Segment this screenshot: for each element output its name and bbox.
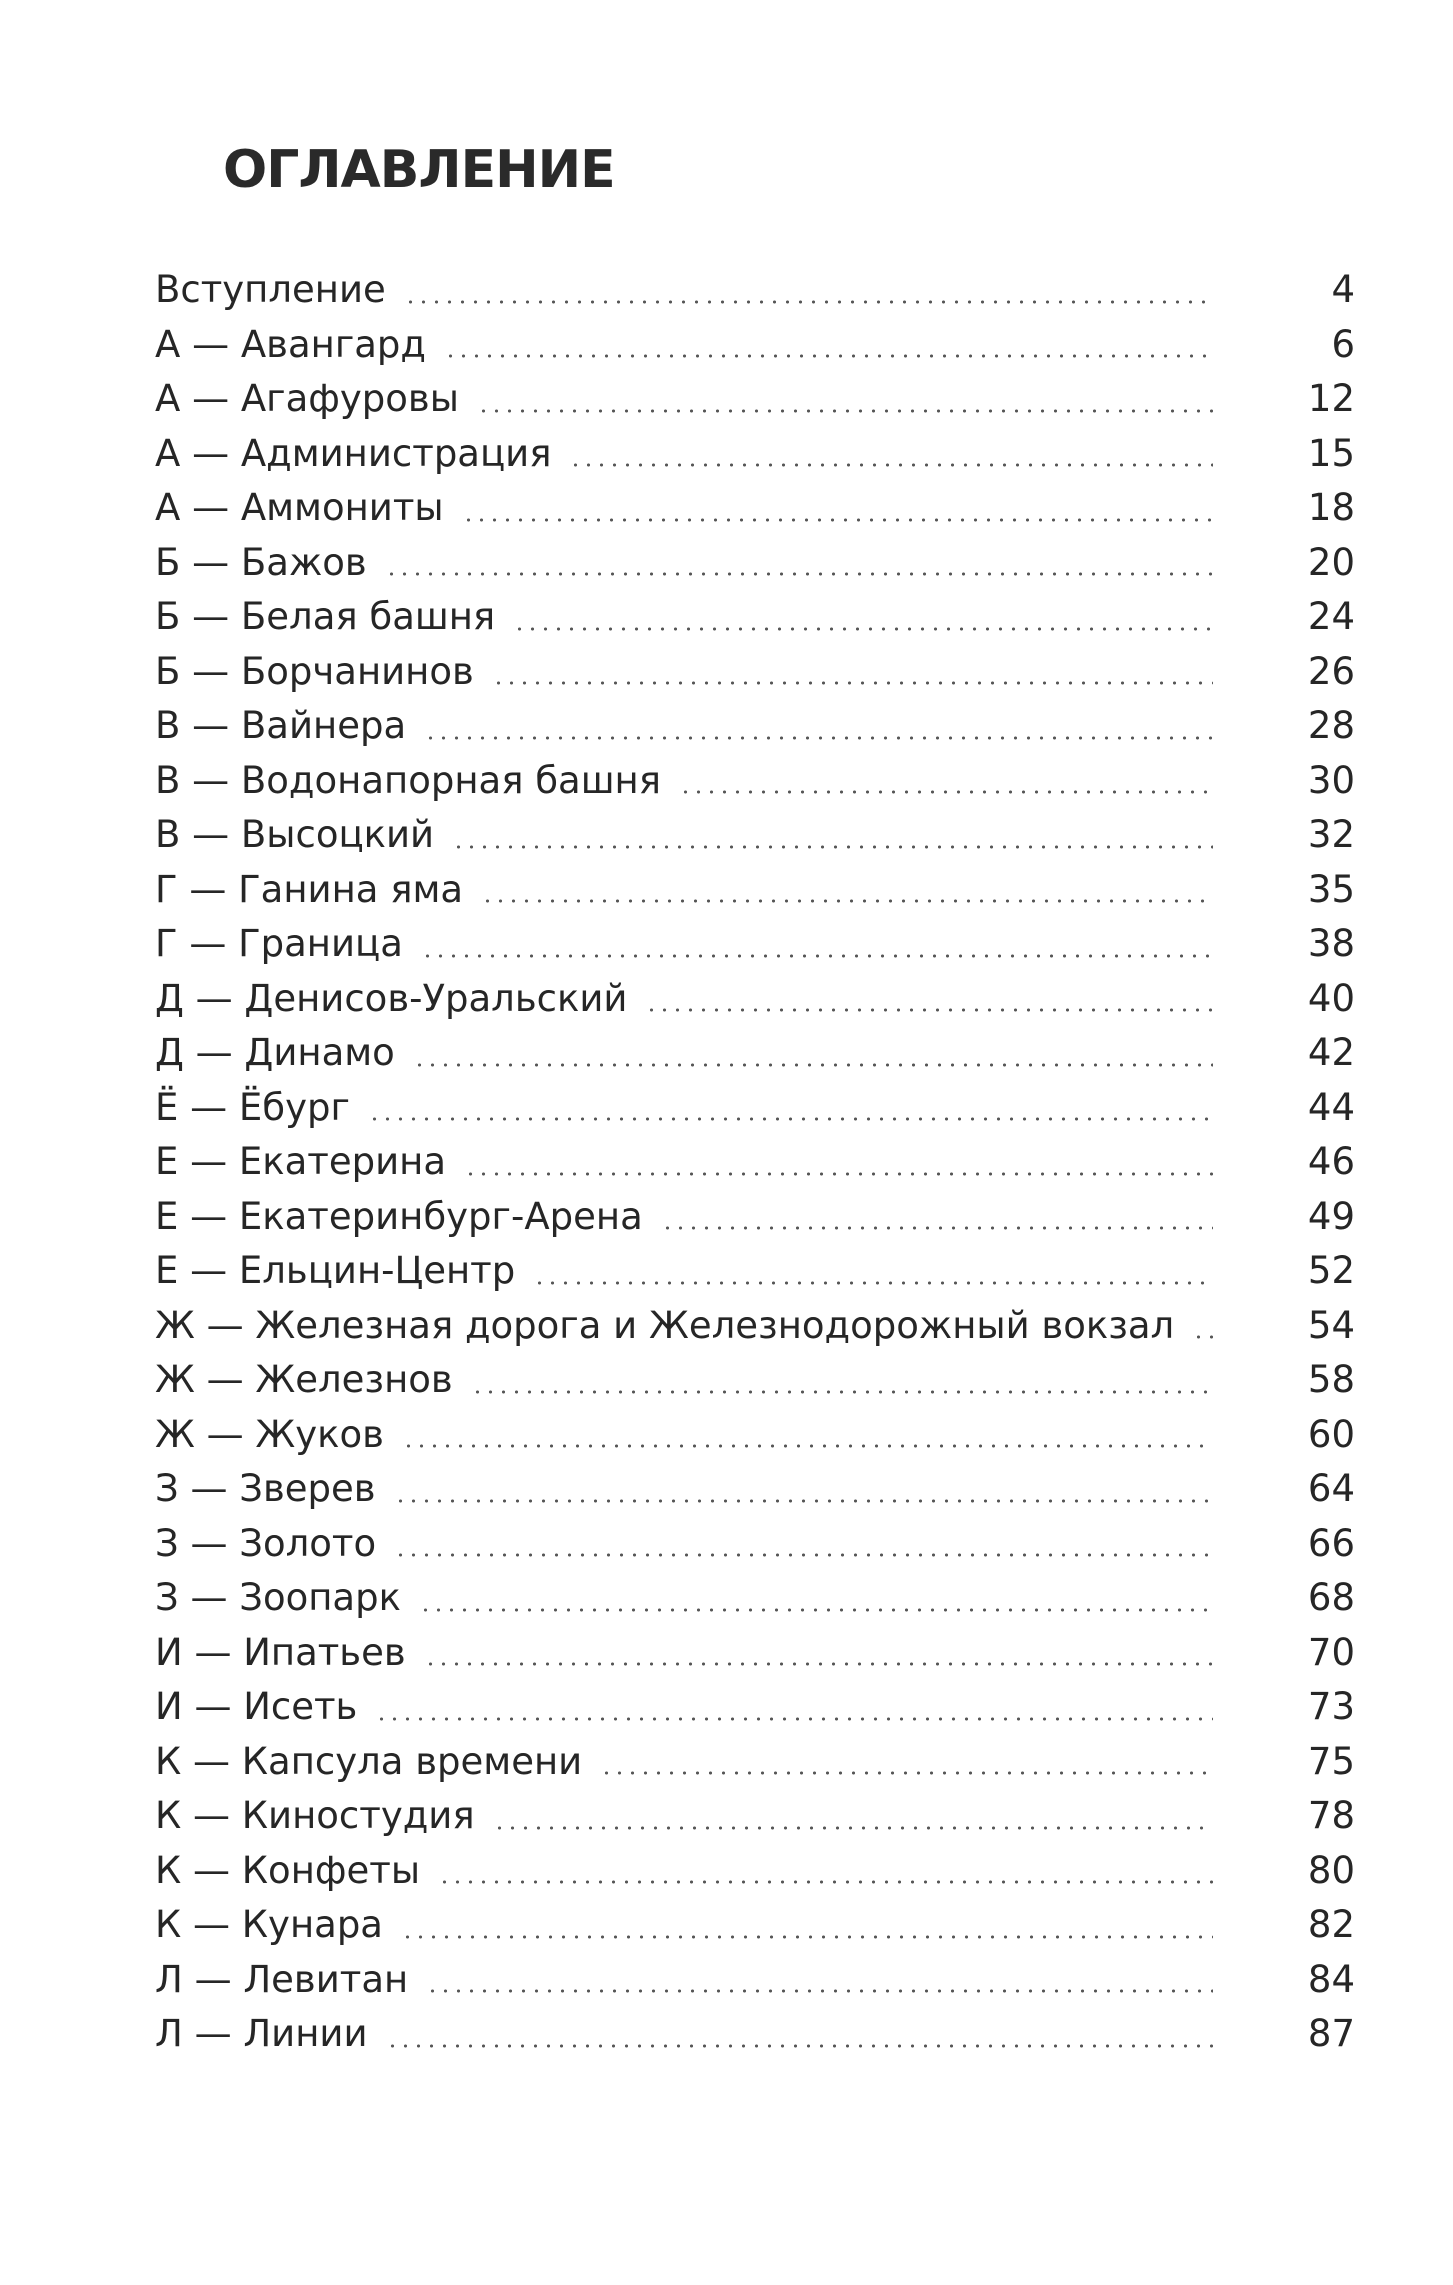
- dot-leader: [444, 354, 1213, 358]
- dot-leader: [645, 1008, 1213, 1012]
- toc-entry: [155, 1789, 1355, 1844]
- dot-leader: [426, 1989, 1213, 1993]
- toc-entry-label: А — Аммониты: [155, 486, 444, 529]
- toc-entry-label: В — Водонапорная башня: [155, 758, 662, 802]
- toc-entry: [155, 1081, 1355, 1136]
- dot-leader: [471, 1390, 1213, 1394]
- toc-entry-label: В — Вайнера: [155, 704, 407, 747]
- toc-entry-page: 38: [1307, 922, 1355, 965]
- toc-entry-label: Ж — Жуков: [155, 1412, 384, 1456]
- toc-entry: [155, 263, 1355, 318]
- toc-entry-page: 73: [1307, 1685, 1355, 1728]
- dot-leader: [404, 300, 1213, 304]
- toc-entry: [155, 590, 1355, 645]
- dot-leader: [481, 899, 1213, 903]
- dot-leader: [424, 1662, 1213, 1666]
- toc-entry-label: Е — Екатерина: [155, 1140, 447, 1183]
- toc-entry-page: 20: [1307, 540, 1355, 584]
- dot-leader: [375, 1717, 1213, 1721]
- toc-entry-label: К — Кунара: [155, 1903, 383, 1946]
- toc-entry: [155, 972, 1355, 1027]
- toc-entry: [155, 1517, 1355, 1572]
- dot-leader: [394, 1499, 1213, 1503]
- dot-leader: [464, 1172, 1213, 1176]
- dot-leader: [421, 954, 1213, 958]
- toc-entry-page: 84: [1307, 1957, 1355, 2001]
- toc-entry-page: 68: [1307, 1576, 1355, 1619]
- dot-leader: [600, 1771, 1213, 1775]
- toc-entry: [155, 1190, 1355, 1245]
- toc-entry: [155, 1680, 1355, 1735]
- toc-entry: [155, 699, 1355, 754]
- toc-entry-label: Ж — Железная дорога и Железнодорожный вокзал: [155, 1303, 1175, 1347]
- toc-entry: [155, 1953, 1355, 2008]
- dot-leader: [569, 463, 1213, 467]
- toc-entry: [155, 1299, 1355, 1354]
- toc-entry-label: Д — Динамо: [155, 1031, 395, 1074]
- toc-entry-label: А — Администрация: [155, 431, 552, 475]
- toc-entry-label: З — Зоопарк: [155, 1576, 401, 1619]
- toc-entry-label: А — Агафуровы: [155, 377, 459, 420]
- toc-entry-page: 40: [1307, 976, 1355, 1020]
- dot-leader: [477, 409, 1213, 413]
- toc-entry-label: Вступление: [155, 268, 386, 311]
- toc-entry: [155, 1571, 1355, 1626]
- toc-entry: [155, 754, 1355, 809]
- toc-entry: [155, 536, 1355, 591]
- dot-leader: [679, 790, 1213, 794]
- toc-entry-page: 35: [1307, 867, 1355, 911]
- toc-entry: [155, 1735, 1355, 1790]
- dot-leader: [386, 2044, 1214, 2048]
- toc-entry: [155, 372, 1355, 427]
- toc-entry-label: Г — Граница: [155, 922, 403, 965]
- toc-entry-label: З — Зверев: [155, 1467, 376, 1510]
- toc-entry: [155, 1244, 1355, 1299]
- dot-leader: [394, 1553, 1213, 1557]
- toc-entry-label: Ё — Ёбург: [155, 1085, 350, 1129]
- toc-entry-page: 66: [1307, 1521, 1355, 1565]
- toc-entry-label: Ж — Железнов: [155, 1358, 453, 1401]
- toc-entry-page: 87: [1307, 2012, 1355, 2055]
- toc-entry-label: Б — Белая башня: [155, 595, 496, 638]
- dot-leader: [492, 681, 1213, 685]
- dot-leader: [413, 1063, 1213, 1067]
- dot-leader: [533, 1281, 1213, 1285]
- toc-entry-page: 70: [1307, 1630, 1355, 1674]
- toc-entry-page: 54: [1307, 1303, 1355, 1347]
- dot-leader: [401, 1935, 1213, 1939]
- toc-entry-page: 49: [1307, 1194, 1355, 1238]
- dot-leader: [368, 1117, 1213, 1121]
- toc-entry-label: К — Капсула времени: [155, 1739, 583, 1783]
- toc-entry-label: А — Авангард: [155, 322, 426, 366]
- toc-entry-page: 6: [1331, 322, 1355, 366]
- toc-entry-page: 52: [1307, 1249, 1355, 1292]
- toc-entry-label: Д — Денисов-Уральский: [155, 976, 628, 1020]
- toc-entry-page: 42: [1307, 1031, 1355, 1074]
- toc-entry: [155, 1898, 1355, 1953]
- toc-entry-label: Л — Линии: [155, 2012, 368, 2055]
- dot-leader: [452, 845, 1213, 849]
- toc-entry-page: 75: [1307, 1739, 1355, 1783]
- toc-entry-label: Б — Бажов: [155, 540, 367, 584]
- toc-entry-page: 44: [1307, 1085, 1355, 1129]
- toc-entry-page: 18: [1307, 486, 1355, 529]
- toc-entry-label: Е — Екатеринбург-Арена: [155, 1194, 643, 1238]
- toc-entry: [155, 1844, 1355, 1899]
- toc-entry-label: К — Конфеты: [155, 1848, 421, 1892]
- toc-entry-page: 26: [1307, 649, 1355, 693]
- toc-entry-page: 64: [1307, 1467, 1355, 1510]
- toc-entry-label: И — Ипатьев: [155, 1630, 406, 1674]
- toc-entry-page: 32: [1307, 813, 1355, 856]
- toc-entry: [155, 1408, 1355, 1463]
- toc-entry-page: 58: [1307, 1358, 1355, 1401]
- toc-entry: [155, 2007, 1355, 2062]
- page-title: ОГЛАВЛЕНИЕ: [223, 140, 615, 200]
- toc-entry: [155, 1026, 1355, 1081]
- toc-entry-page: 30: [1307, 758, 1355, 802]
- table-of-contents: [155, 263, 1355, 2062]
- toc-entry-label: Л — Левитан: [155, 1957, 409, 2001]
- dot-leader: [493, 1826, 1213, 1830]
- toc-entry: [155, 808, 1355, 863]
- dot-leader: [419, 1608, 1213, 1612]
- dot-leader: [1192, 1335, 1213, 1339]
- toc-entry: [155, 1135, 1355, 1190]
- toc-entry-page: 60: [1307, 1412, 1355, 1456]
- toc-entry: [155, 427, 1355, 482]
- toc-entry-page: 82: [1307, 1903, 1355, 1946]
- dot-leader: [661, 1226, 1213, 1230]
- toc-entry: [155, 481, 1355, 536]
- toc-entry: [155, 1353, 1355, 1408]
- toc-entry-page: 46: [1307, 1140, 1355, 1183]
- toc-entry-label: Б — Борчанинов: [155, 649, 474, 693]
- toc-entry-label: И — Исеть: [155, 1685, 358, 1728]
- dot-leader: [462, 518, 1213, 522]
- dot-leader: [385, 572, 1213, 576]
- toc-entry-label: В — Высоцкий: [155, 813, 435, 856]
- toc-entry-label: Е — Ельцин-Центр: [155, 1249, 516, 1292]
- toc-entry-page: 78: [1307, 1794, 1355, 1837]
- dot-leader: [438, 1880, 1213, 1884]
- dot-leader: [424, 736, 1213, 740]
- toc-entry: [155, 645, 1355, 700]
- toc-entry-page: 80: [1307, 1848, 1355, 1892]
- toc-entry: [155, 917, 1355, 972]
- dot-leader: [402, 1444, 1213, 1448]
- toc-entry-page: 12: [1307, 377, 1355, 420]
- toc-entry-label: Г — Ганина яма: [155, 867, 464, 911]
- toc-entry: [155, 1626, 1355, 1681]
- toc-entry: [155, 318, 1355, 373]
- toc-entry-page: 4: [1331, 268, 1355, 311]
- toc-entry: [155, 863, 1355, 918]
- toc-entry-page: 28: [1307, 704, 1355, 747]
- toc-entry-page: 15: [1307, 431, 1355, 475]
- toc-entry-label: К — Киностудия: [155, 1794, 475, 1837]
- toc-entry-page: 24: [1307, 595, 1355, 638]
- toc-entry: [155, 1462, 1355, 1517]
- toc-entry-label: З — Золото: [155, 1521, 377, 1565]
- dot-leader: [513, 627, 1213, 631]
